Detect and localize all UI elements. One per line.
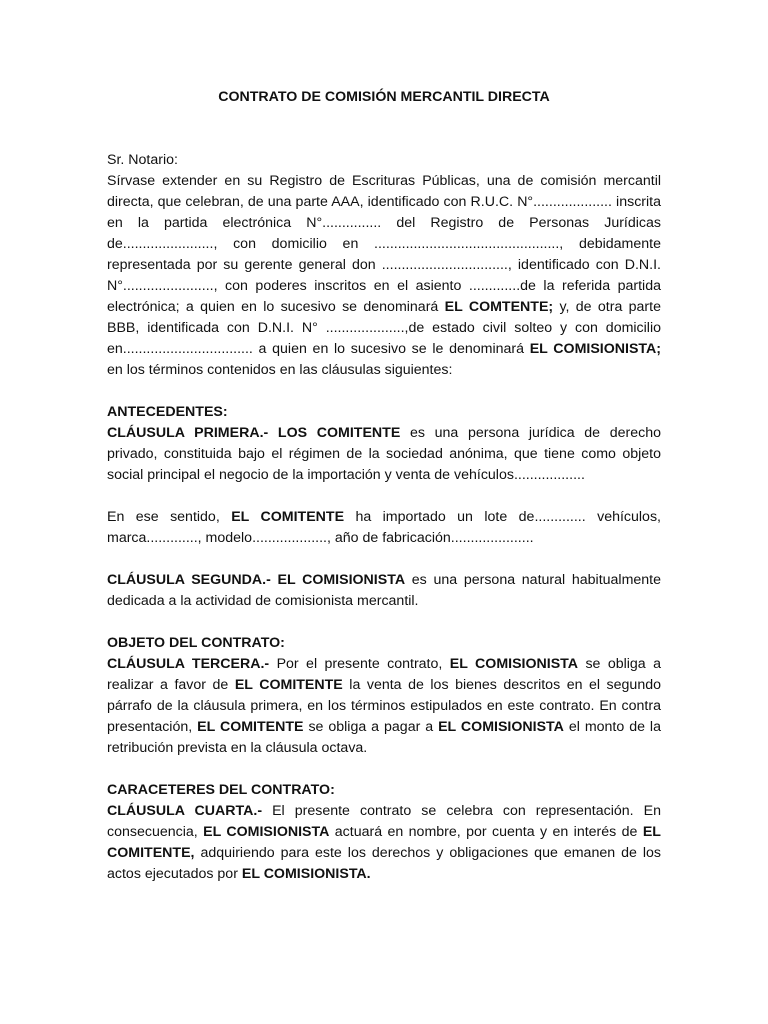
- p2-bold-1: EL COMITENTE: [231, 509, 345, 525]
- clause-segunda-text: es una persona natural habitualmente dedicada a la actividad de comisionista mercantil.: [107, 572, 662, 609]
- c4-text-2: actuará en nombre, por cuenta y en interés de: [329, 824, 643, 840]
- c3-bold-1: EL COMISIONISTA: [449, 656, 579, 672]
- c3-text-4: se obliga a pagar a: [303, 719, 439, 735]
- c4-bold-1: EL COMISIONISTA: [203, 824, 330, 840]
- clause-cuarta-label: CLÁUSULA CUARTA.-: [107, 803, 263, 819]
- heading-objeto: OBJETO DEL CONTRATO:: [107, 635, 285, 651]
- document-body: [107, 150, 661, 885]
- c3-bold-3: EL COMITENTE: [197, 719, 304, 735]
- clause-primera-label: CLÁUSULA PRIMERA.- LOS COMITENTE: [107, 425, 401, 441]
- heading-caracteres: CARACETERES DEL CONTRATO:: [107, 782, 335, 798]
- clause-segunda: [107, 570, 661, 612]
- party-comisionista: EL COMISIONISTA;: [529, 341, 662, 357]
- intro-paragraph: [107, 171, 661, 381]
- c3-bold-4: EL COMISIONISTA: [438, 719, 564, 735]
- c3-text-5: el monto de la retribución prevista en la cláusula octava.: [107, 719, 661, 756]
- clause-tercera-label: CLÁUSULA TERCERA.-: [107, 656, 270, 672]
- c4-text-3: adquiriendo para este los derechos y obligaciones que emanen de los actos ejecutados por: [107, 845, 661, 882]
- c3-bold-2: EL COMITENTE: [234, 677, 343, 693]
- salutation: Sr. Notario:: [107, 152, 178, 168]
- c3-text-3: la venta de los bienes descritos en el segundo párrafo de la cláusula primera, en los términos estipulados en este contrato. En contra presentación,: [107, 677, 661, 735]
- clause-tercera: [107, 654, 661, 759]
- clause-segunda-label: CLÁUSULA SEGUNDA.- EL COMISIONISTA: [107, 572, 406, 588]
- p2-text-1: En ese sentido,: [107, 509, 232, 525]
- clause-cuarta: [107, 801, 661, 885]
- clause-primera: [107, 423, 661, 486]
- c3-text-2: se obliga a realizar a favor de: [107, 656, 661, 693]
- c3-text-1: Por el presente contrato,: [269, 656, 450, 672]
- heading-antecedentes: ANTECEDENTES:: [107, 404, 228, 420]
- party-comitente: EL COMTENTE;: [444, 299, 554, 315]
- c4-text-1: El presente contrato se celebra con representación. En consecuencia,: [107, 803, 661, 840]
- clause-primera-text: es una persona jurídica de derecho privado, constituida bajo el régimen de la sociedad anónima, que tiene como objeto social principal el negocio de la importación y venta de vehículos..................: [107, 425, 661, 483]
- intro-text-2: y, de otra parte BBB, identificada con D.N.I. N° ....................,de estado civil solteo y con domicilio en................................. a quien en lo sucesivo se le denominará: [107, 299, 661, 357]
- clause-primera-paragraph-2: [107, 507, 661, 549]
- c4-bold-3: EL COMISIONISTA.: [241, 866, 371, 882]
- intro-text-1: Sírvase extender en su Registro de Escrituras Públicas, una de comisión mercantil directa, que celebran, de una parte AAA, identificado con R.U.C. N°.................... inscrita en la partida electrónica N°............... del Registro de Personas Jurídicas de......................., con domicilio en ..............................................., debidamente representada por su gerente general don ................................, identificado con D.N.I. N°......................., con poderes inscritos en el asiento .............de la referida partida electrónica; a quien en lo sucesivo se denominará: [107, 173, 661, 315]
- c4-bold-2: EL COMITENTE,: [107, 824, 661, 861]
- document-title: CONTRATO DE COMISIÓN MERCANTIL DIRECTA: [218, 89, 550, 105]
- p2-text-2: ha importado un lote de............. vehículos, marca............., modelo..................., año de fabricación.....................: [107, 509, 661, 546]
- intro-text-3: en los términos contenidos en las cláusulas siguientes:: [107, 362, 453, 378]
